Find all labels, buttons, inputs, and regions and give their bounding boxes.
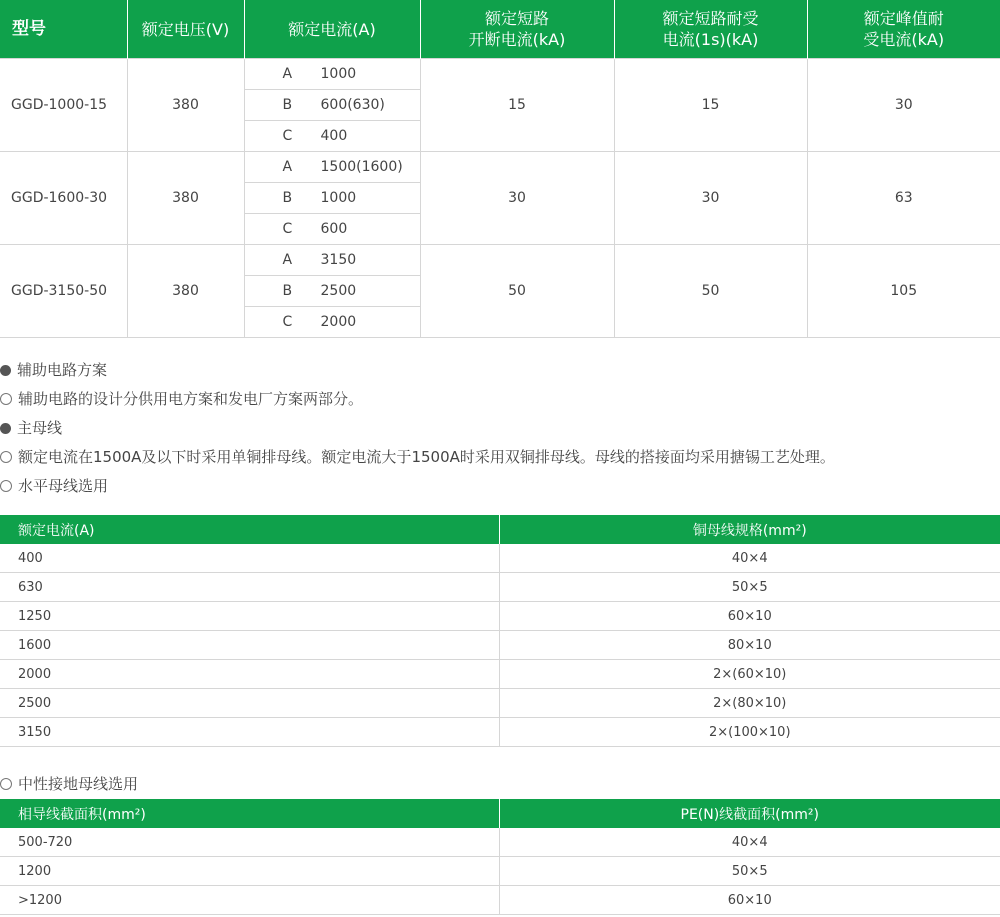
table-row [0, 631, 1000, 660]
current-level-cell [244, 245, 420, 276]
peak-cell: 105 [807, 245, 1000, 338]
level-value: 600(630) [320, 97, 385, 113]
note-text: 主母线 [17, 419, 63, 437]
level-label: B [282, 190, 293, 206]
table-row [0, 886, 1000, 915]
level-label: A [282, 252, 293, 268]
withstand-cell: 30 [614, 152, 807, 245]
withstand-cell: 15 [614, 59, 807, 152]
level-value: 400 [320, 128, 348, 144]
current-level-cell [244, 307, 420, 338]
current-cell: 1600 [0, 631, 499, 660]
spec-cell: 60×10 [499, 602, 1000, 631]
bus-header-row [0, 799, 1000, 828]
current-cell: 3150 [0, 718, 499, 747]
model-cell: GGD-3150-50 [0, 245, 127, 338]
current-level-cell [244, 59, 420, 90]
header-model: 型号 [0, 0, 127, 59]
header-phase-section: 相导线截面积(mm²) [0, 799, 499, 828]
model-cell: GGD-1000-15 [0, 59, 127, 152]
breaking-cell: 30 [420, 152, 614, 245]
level-value: 1000 [320, 190, 357, 206]
level-label: C [282, 128, 293, 144]
table-row [0, 660, 1000, 689]
phase-cell: 500-720 [0, 828, 499, 857]
spec-table [0, 0, 1000, 338]
hollow-bullet-icon [0, 778, 12, 790]
current-level-cell [244, 276, 420, 307]
current-level-cell [244, 90, 420, 121]
header-withstand-line2: 电流(1s)(kA) [662, 30, 759, 49]
pe-cell: 50×5 [499, 857, 1000, 886]
model-cell: GGD-1600-30 [0, 152, 127, 245]
table-row [0, 152, 1000, 183]
header-peak-line2: 受电流(kA) [863, 30, 945, 49]
current-level-cell [244, 121, 420, 152]
current-cell: 630 [0, 573, 499, 602]
level-value: 600 [320, 221, 348, 237]
note-text: 水平母线选用 [18, 477, 109, 495]
header-withstand-line1: 额定短路耐受 [662, 9, 759, 28]
level-label: B [282, 97, 293, 113]
table-row [0, 573, 1000, 602]
header-current: 额定电流(A) [244, 0, 420, 59]
current-cell: 2500 [0, 689, 499, 718]
bus-header-row [0, 515, 1000, 544]
note-text: 辅助电路方案 [17, 361, 108, 379]
current-cell: 1250 [0, 602, 499, 631]
breaking-cell: 50 [420, 245, 614, 338]
peak-cell: 30 [807, 59, 1000, 152]
breaking-cell: 15 [420, 59, 614, 152]
note-text: 额定电流在1500A及以下时采用单铜排母线。额定电流大于1500A时采用双铜排母线。母线的搭接面均采用搪锡工艺处理。 [18, 448, 835, 466]
table-row [0, 689, 1000, 718]
level-value: 2500 [320, 283, 357, 299]
table-row [0, 59, 1000, 90]
current-cell: 400 [0, 544, 499, 573]
spec-cell: 40×4 [499, 544, 1000, 573]
header-breaking-line2: 开断电流(kA) [468, 30, 566, 49]
pe-cell: 60×10 [499, 886, 1000, 915]
neutral-busbar-table [0, 799, 1000, 915]
note-text: 辅助电路的设计分供用电方案和发电厂方案两部分。 [18, 390, 364, 408]
filled-bullet-icon [0, 365, 11, 376]
note-horizontal-title [0, 472, 1000, 501]
current-cell: 2000 [0, 660, 499, 689]
hollow-bullet-icon [0, 480, 12, 492]
hollow-bullet-icon [0, 393, 12, 405]
pe-cell: 40×4 [499, 828, 1000, 857]
header-rated-current: 额定电流(A) [0, 515, 499, 544]
filled-bullet-icon [0, 423, 11, 434]
level-value: 2000 [320, 314, 357, 330]
table-row [0, 857, 1000, 886]
peak-cell: 63 [807, 152, 1000, 245]
table-row [0, 544, 1000, 573]
current-level-cell [244, 183, 420, 214]
spec-cell: 80×10 [499, 631, 1000, 660]
level-label: B [282, 283, 293, 299]
spec-cell: 2×(60×10) [499, 660, 1000, 689]
table-row [0, 602, 1000, 631]
note-aux-title [0, 356, 1000, 385]
header-peak [807, 0, 1000, 59]
notes-section [0, 356, 1000, 501]
current-level-cell [244, 152, 420, 183]
note-aux-text [0, 385, 1000, 414]
hollow-bullet-icon [0, 451, 12, 463]
spec-cell: 2×(80×10) [499, 689, 1000, 718]
level-label: C [282, 314, 293, 330]
withstand-cell: 50 [614, 245, 807, 338]
spec-header-row [0, 0, 1000, 59]
current-level-cell [244, 214, 420, 245]
level-label: A [282, 66, 293, 82]
note-bus-title [0, 414, 1000, 443]
level-label: A [282, 159, 293, 175]
table-row [0, 718, 1000, 747]
header-pe-section: PE(N)线截面积(mm²) [499, 799, 1000, 828]
table-row [0, 828, 1000, 857]
note-bus-text [0, 443, 1000, 472]
header-peak-line1: 额定峰值耐 [863, 9, 944, 28]
horizontal-busbar-table [0, 515, 1000, 747]
level-value: 1500(1600) [320, 159, 403, 175]
voltage-cell: 380 [127, 245, 244, 338]
header-copper-spec: 铜母线规格(mm²) [499, 515, 1000, 544]
spec-cell: 50×5 [499, 573, 1000, 602]
voltage-cell: 380 [127, 59, 244, 152]
header-breaking [420, 0, 614, 59]
voltage-cell: 380 [127, 152, 244, 245]
note-text: 中性接地母线选用 [18, 775, 139, 793]
neutral-section-title [0, 771, 138, 797]
level-label: C [282, 221, 293, 237]
spec-cell: 2×(100×10) [499, 718, 1000, 747]
level-value: 1000 [320, 66, 357, 82]
header-voltage: 额定电压(V) [127, 0, 244, 59]
header-withstand [614, 0, 807, 59]
phase-cell: 1200 [0, 857, 499, 886]
phase-cell: >1200 [0, 886, 499, 915]
level-value: 3150 [320, 252, 357, 268]
header-breaking-line1: 额定短路 [484, 9, 549, 28]
table-row [0, 245, 1000, 276]
